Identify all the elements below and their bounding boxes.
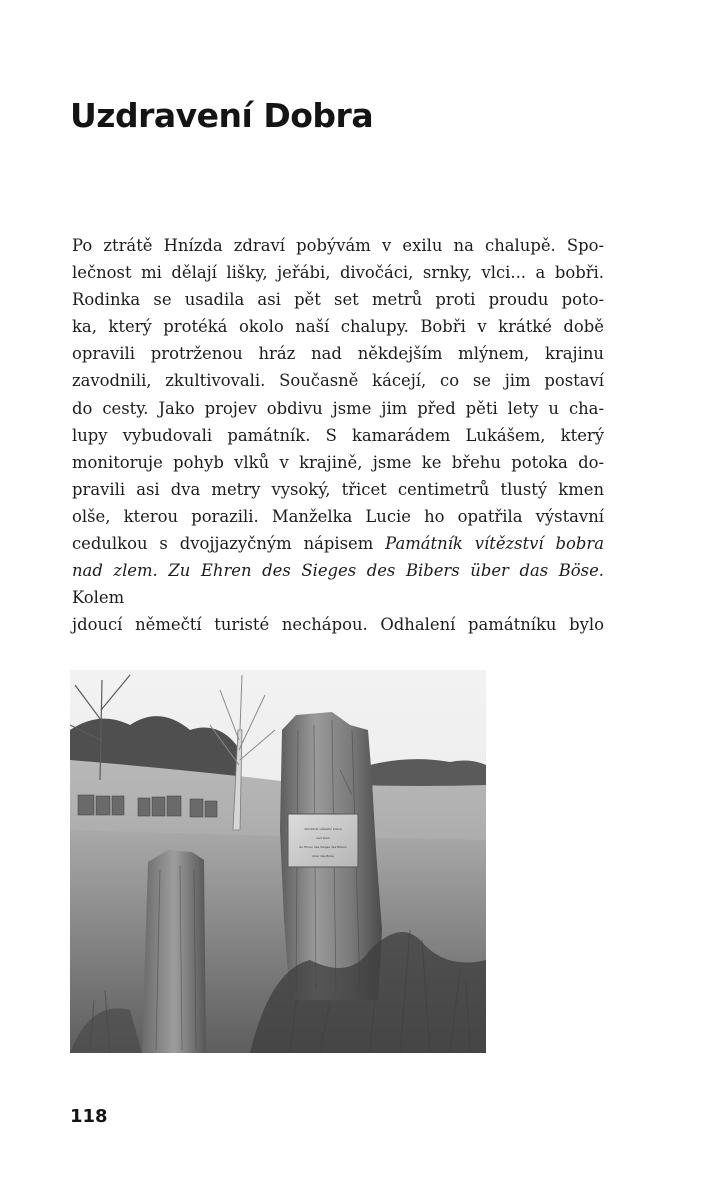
text-segment: opravili protrženou hráz nad někdejším mlýnem, krajinu [72,344,604,364]
text-segment: cedulkou s dvojjazyčným nápisem [72,534,386,554]
text-line [72,611,604,638]
memorial-photo [70,670,486,1053]
text-segment: Po ztrátě Hnízda zdraví pobývám v exilu na chalupě. Spo- [72,236,604,255]
text-line [72,313,604,340]
text-line [72,557,604,611]
chapter-title: Uzdravení Dobra [70,96,374,135]
text-segment: zavodnili, zkultivovali. Současně kácejí, co se jim postaví [72,371,604,391]
text-segment: lečnost mi dělají lišky, jeřábi, divočáci, srnky, vlci... a bobři. [72,263,604,283]
body-paragraph [72,232,604,638]
plaque-line: über das Böse [312,854,334,858]
plaque-line: nad zlem [316,836,330,840]
text-segment: jdoucí němečtí turisté nechápou. Odhalení památníku bylo [72,615,604,635]
text-line [72,232,604,259]
text-segment: olše, kterou porazili. Manželka Lucie ho opatřila výstavní [72,506,604,526]
text-segment: do cesty. Jako projev obdivu jsme jim před pěti lety u cha- [72,398,604,418]
italic-text: nad zlem. Zu Ehren des Sieges des Bibers über das Böse. [72,561,604,581]
photo-image [70,670,486,1053]
text-segment: Kolem [72,588,125,608]
page-number: 118 [70,1106,108,1127]
text-segment: monitoruje pohyb vlků v krajině, jsme ke břehu potoka do- [72,452,604,472]
plaque-line: Památník vítězství bobra [304,827,342,831]
italic-text: Památník vítězství bobra [385,534,605,554]
text-segment: lupy vybudovali památník. S kamarádem Lukášem, který [72,425,604,445]
text-line [72,476,604,503]
text-line [72,530,604,557]
text-segment: pravili asi dva metry vysoký, třicet centimetrů tlustý kmen [72,479,604,499]
plaque-line: Zu Ehren des Sieges des Bibers [299,845,347,849]
text-line [72,449,604,476]
text-line [72,422,604,449]
text-line [72,340,604,367]
text-segment: Rodinka se usadila asi pět set metrů proti proudu poto- [72,290,604,310]
text-line [72,259,604,286]
text-line [72,286,604,313]
text-line [72,367,604,394]
text-segment: ka, který protéká okolo naší chalupy. Bobři v krátké době [72,317,604,337]
text-line [72,503,604,530]
text-line [72,395,604,422]
